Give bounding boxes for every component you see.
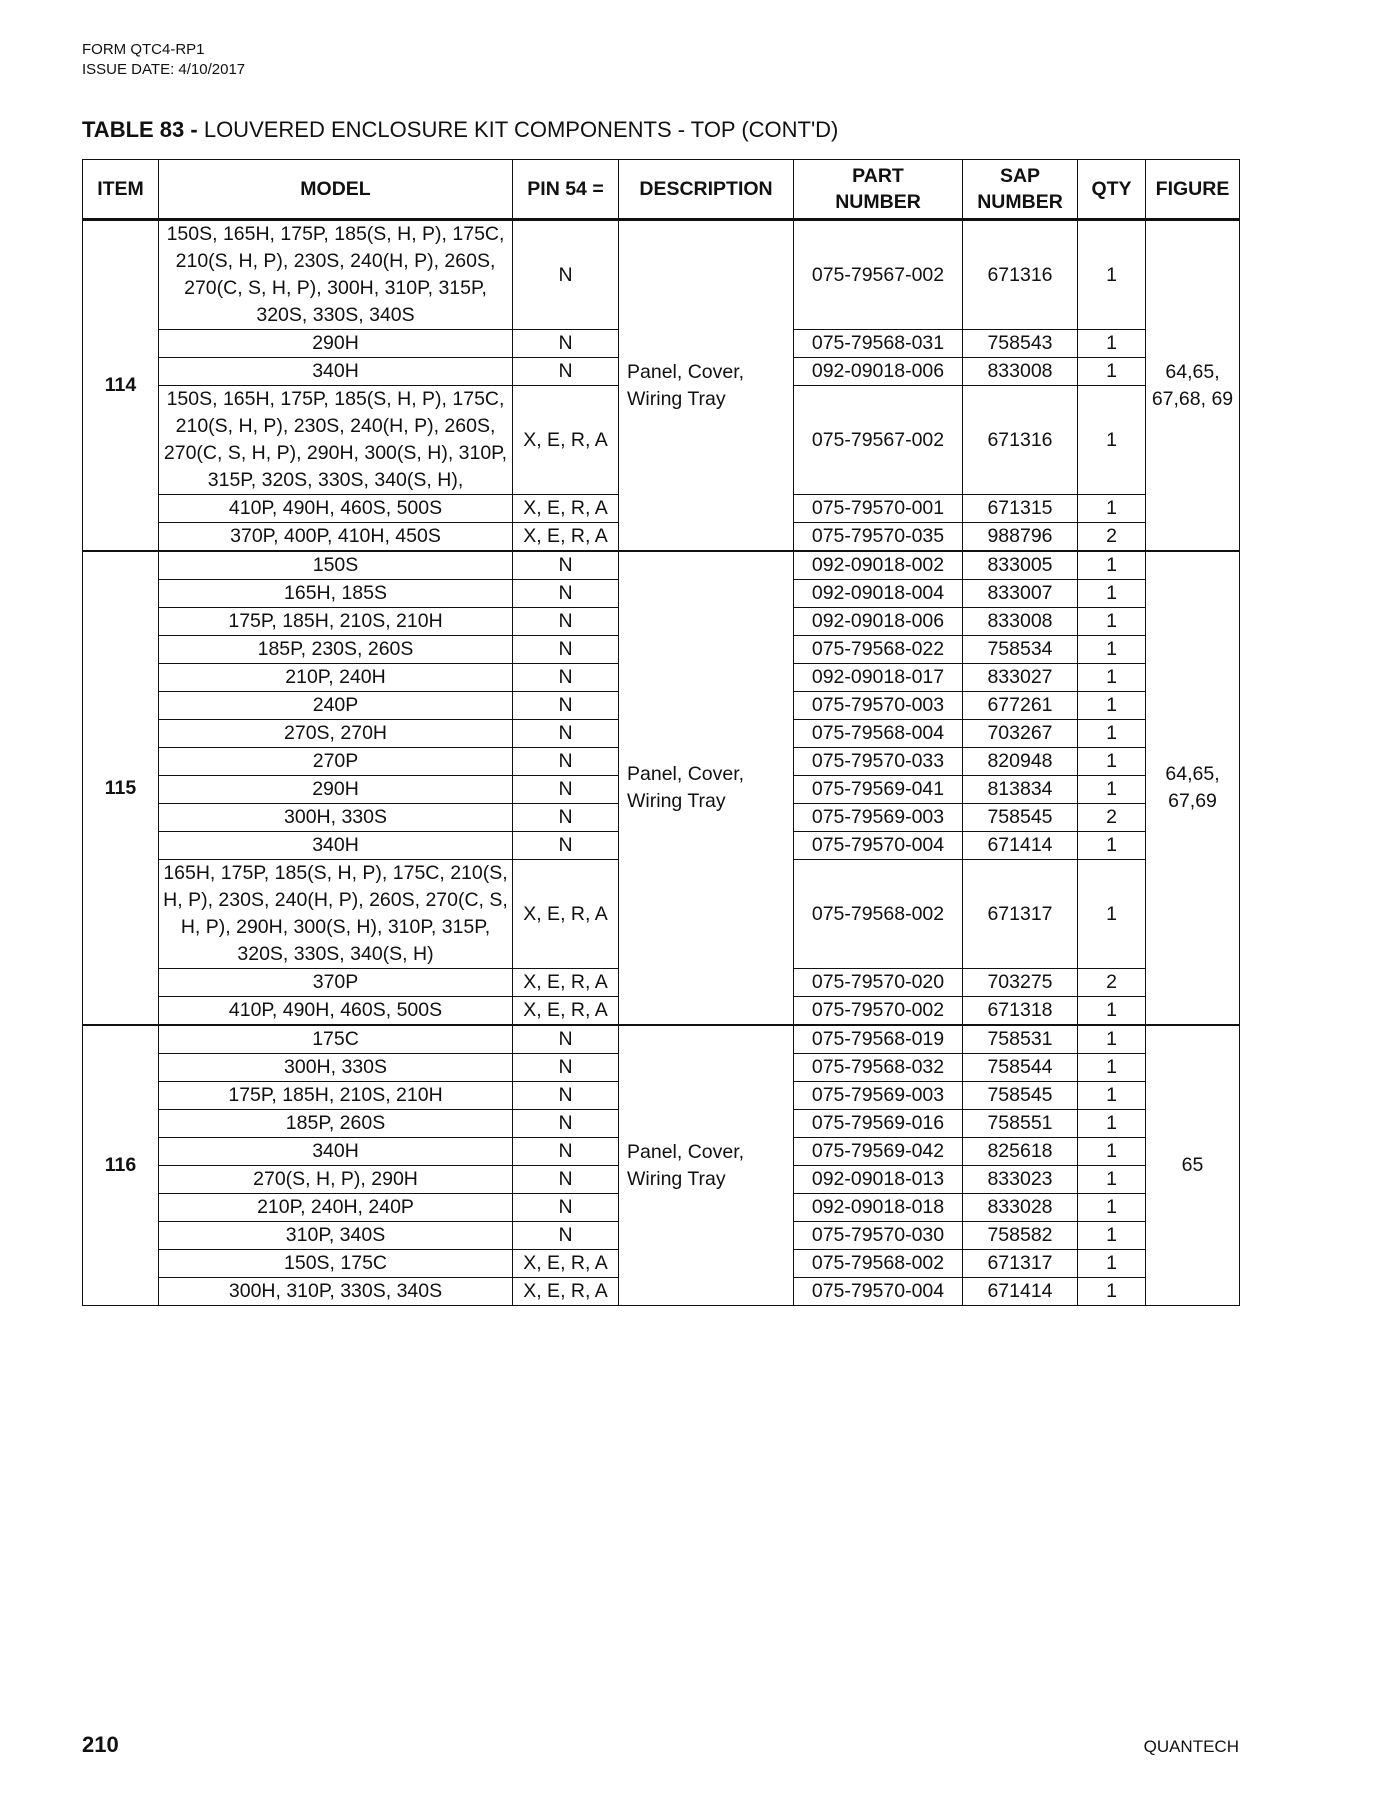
pin54-cell: N xyxy=(513,580,619,608)
qty-cell: 1 xyxy=(1078,997,1146,1026)
model-cell: 240P xyxy=(159,692,513,720)
sap-number-cell: 758543 xyxy=(963,330,1078,358)
pin54-cell: N xyxy=(513,608,619,636)
part-number-cell: 092-09018-017 xyxy=(794,664,963,692)
item-number: 116 xyxy=(83,1025,159,1306)
model-cell: 410P, 490H, 460S, 500S xyxy=(159,997,513,1026)
part-number-cell: 075-79568-002 xyxy=(794,1250,963,1278)
qty-cell: 1 xyxy=(1078,330,1146,358)
qty-cell: 1 xyxy=(1078,1222,1146,1250)
part-number-cell: 075-79568-002 xyxy=(794,860,963,969)
model-cell: 340H xyxy=(159,358,513,386)
col-item: ITEM xyxy=(83,160,159,220)
model-cell: 150S, 165H, 175P, 185(S, H, P), 175C, 210(S, H, P), 230S, 240(H, P), 260S, 270(C, S, H, P), 290H, 300(S, H), 310P, 315P, 320S, 330S, 340(S, H), xyxy=(159,386,513,495)
sap-number-cell: 671316 xyxy=(963,220,1078,330)
qty-cell: 1 xyxy=(1078,860,1146,969)
model-cell: 340H xyxy=(159,832,513,860)
sap-number-cell: 671317 xyxy=(963,860,1078,969)
qty-cell: 2 xyxy=(1078,804,1146,832)
sap-number-cell: 833008 xyxy=(963,358,1078,386)
col-figure: FIGURE xyxy=(1146,160,1240,220)
col-sap-number-line2: NUMBER xyxy=(977,191,1063,213)
model-cell: 185P, 260S xyxy=(159,1110,513,1138)
sap-number-cell: 825618 xyxy=(963,1138,1078,1166)
item-group-114 xyxy=(83,220,1240,552)
sap-number-cell: 758534 xyxy=(963,636,1078,664)
qty-cell: 1 xyxy=(1078,495,1146,523)
part-number-cell: 075-79569-041 xyxy=(794,776,963,804)
part-number-cell: 075-79568-022 xyxy=(794,636,963,664)
pin54-cell: N xyxy=(513,832,619,860)
sap-number-cell: 833027 xyxy=(963,664,1078,692)
model-cell: 300H, 330S xyxy=(159,804,513,832)
col-sap-number xyxy=(963,160,1078,220)
model-cell: 300H, 330S xyxy=(159,1054,513,1082)
pin54-cell: X, E, R, A xyxy=(513,523,619,552)
part-number-cell: 075-79570-020 xyxy=(794,969,963,997)
col-part-number-line1: PART xyxy=(852,165,904,187)
sap-number-cell: 758582 xyxy=(963,1222,1078,1250)
part-number-cell: 075-79570-030 xyxy=(794,1222,963,1250)
model-cell: 175C xyxy=(159,1025,513,1054)
part-number-cell: 075-79568-032 xyxy=(794,1054,963,1082)
col-qty: QTY xyxy=(1078,160,1146,220)
description-cell: Panel, Cover, Wiring Tray xyxy=(619,551,794,1025)
pin54-cell: N xyxy=(513,1138,619,1166)
pin54-cell: N xyxy=(513,1110,619,1138)
pin54-cell: N xyxy=(513,1025,619,1054)
sap-number-cell: 833008 xyxy=(963,608,1078,636)
model-cell: 150S, 165H, 175P, 185(S, H, P), 175C, 210(S, H, P), 230S, 240(H, P), 260S, 270(C, S, H, P), 300H, 310P, 315P, 320S, 330S, 340S xyxy=(159,220,513,330)
pin54-cell: N xyxy=(513,720,619,748)
model-cell: 290H xyxy=(159,776,513,804)
qty-cell: 1 xyxy=(1078,664,1146,692)
pin54-cell: N xyxy=(513,330,619,358)
qty-cell: 1 xyxy=(1078,358,1146,386)
form-id: FORM QTC4-RP1 xyxy=(82,41,205,58)
part-number-cell: 092-09018-006 xyxy=(794,358,963,386)
sap-number-cell: 758545 xyxy=(963,804,1078,832)
part-number-cell: 092-09018-018 xyxy=(794,1194,963,1222)
qty-cell: 2 xyxy=(1078,523,1146,552)
pin54-cell: N xyxy=(513,1054,619,1082)
model-cell: 185P, 230S, 260S xyxy=(159,636,513,664)
part-number-cell: 075-79570-004 xyxy=(794,1278,963,1306)
pin54-cell: X, E, R, A xyxy=(513,969,619,997)
table-row xyxy=(83,1025,1240,1054)
model-cell: 270P xyxy=(159,748,513,776)
sap-number-cell: 988796 xyxy=(963,523,1078,552)
sap-number-cell: 703267 xyxy=(963,720,1078,748)
model-cell: 210P, 240H xyxy=(159,664,513,692)
part-number-cell: 075-79568-004 xyxy=(794,720,963,748)
sap-number-cell: 671414 xyxy=(963,1278,1078,1306)
model-cell: 210P, 240H, 240P xyxy=(159,1194,513,1222)
col-sap-number-line1: SAP xyxy=(999,165,1041,187)
part-number-cell: 075-79570-004 xyxy=(794,832,963,860)
pin54-cell: N xyxy=(513,748,619,776)
part-number-cell: 075-79569-042 xyxy=(794,1138,963,1166)
model-cell: 310P, 340S xyxy=(159,1222,513,1250)
sap-number-cell: 677261 xyxy=(963,692,1078,720)
qty-cell: 1 xyxy=(1078,220,1146,330)
col-model: MODEL xyxy=(159,160,513,220)
sap-number-cell: 833028 xyxy=(963,1194,1078,1222)
table-row xyxy=(83,551,1240,580)
qty-cell: 1 xyxy=(1078,1054,1146,1082)
pin54-cell: N xyxy=(513,551,619,580)
qty-cell: 1 xyxy=(1078,608,1146,636)
pin54-cell: X, E, R, A xyxy=(513,495,619,523)
pin54-cell: X, E, R, A xyxy=(513,1278,619,1306)
sap-number-cell: 671318 xyxy=(963,997,1078,1026)
model-cell: 175P, 185H, 210S, 210H xyxy=(159,608,513,636)
qty-cell: 1 xyxy=(1078,636,1146,664)
part-number-cell: 092-09018-013 xyxy=(794,1166,963,1194)
form-header xyxy=(82,40,245,80)
pin54-cell: N xyxy=(513,636,619,664)
qty-cell: 1 xyxy=(1078,1278,1146,1306)
col-pin54: PIN 54 = xyxy=(513,160,619,220)
table-caption: LOUVERED ENCLOSURE KIT COMPONENTS - TOP (CONT'D) xyxy=(197,117,839,142)
part-number-cell: 075-79568-019 xyxy=(794,1025,963,1054)
table-title xyxy=(82,117,838,143)
sap-number-cell: 671315 xyxy=(963,495,1078,523)
pin54-cell: N xyxy=(513,220,619,330)
sap-number-cell: 671316 xyxy=(963,386,1078,495)
pin54-cell: N xyxy=(513,1222,619,1250)
model-cell: 150S, 175C xyxy=(159,1250,513,1278)
part-number-cell: 092-09018-006 xyxy=(794,608,963,636)
qty-cell: 1 xyxy=(1078,720,1146,748)
item-number: 115 xyxy=(83,551,159,1025)
table-row xyxy=(83,220,1240,330)
pin54-cell: N xyxy=(513,776,619,804)
qty-cell: 1 xyxy=(1078,776,1146,804)
sap-number-cell: 758551 xyxy=(963,1110,1078,1138)
figure-cell: 64,65, 67,68, 69 xyxy=(1146,220,1240,552)
model-cell: 410P, 490H, 460S, 500S xyxy=(159,495,513,523)
item-group-115 xyxy=(83,551,1240,1025)
col-part-number xyxy=(794,160,963,220)
qty-cell: 1 xyxy=(1078,692,1146,720)
model-cell: 270S, 270H xyxy=(159,720,513,748)
model-cell: 150S xyxy=(159,551,513,580)
figure-cell: 64,65, 67,69 xyxy=(1146,551,1240,1025)
part-number-cell: 075-79569-003 xyxy=(794,1082,963,1110)
part-number-cell: 075-79570-035 xyxy=(794,523,963,552)
part-number-cell: 075-79570-003 xyxy=(794,692,963,720)
pin54-cell: N xyxy=(513,358,619,386)
part-number-cell: 075-79570-033 xyxy=(794,748,963,776)
figure-cell: 65 xyxy=(1146,1025,1240,1306)
pin54-cell: N xyxy=(513,1194,619,1222)
pin54-cell: X, E, R, A xyxy=(513,997,619,1026)
part-number-cell: 075-79570-002 xyxy=(794,997,963,1026)
part-number-cell: 075-79567-002 xyxy=(794,386,963,495)
pin54-cell: N xyxy=(513,664,619,692)
part-number-cell: 075-79568-031 xyxy=(794,330,963,358)
qty-cell: 1 xyxy=(1078,1110,1146,1138)
part-number-cell: 075-79570-001 xyxy=(794,495,963,523)
sap-number-cell: 758544 xyxy=(963,1054,1078,1082)
qty-cell: 1 xyxy=(1078,386,1146,495)
part-number-cell: 075-79569-016 xyxy=(794,1110,963,1138)
sap-number-cell: 833007 xyxy=(963,580,1078,608)
qty-cell: 1 xyxy=(1078,748,1146,776)
qty-cell: 1 xyxy=(1078,551,1146,580)
sap-number-cell: 820948 xyxy=(963,748,1078,776)
table-number: TABLE 83 - xyxy=(82,117,198,142)
pin54-cell: X, E, R, A xyxy=(513,860,619,969)
col-part-number-line2: NUMBER xyxy=(835,191,921,213)
col-description: DESCRIPTION xyxy=(619,160,794,220)
item-group-116 xyxy=(83,1025,1240,1306)
pin54-cell: N xyxy=(513,692,619,720)
sap-number-cell: 671414 xyxy=(963,832,1078,860)
qty-cell: 1 xyxy=(1078,1025,1146,1054)
model-cell: 165H, 175P, 185(S, H, P), 175C, 210(S, H, P), 230S, 240(H, P), 260S, 270(C, S, H, P), 290H, 300(S, H), 310P, 315P, 320S, 330S, 340(S, H) xyxy=(159,860,513,969)
qty-cell: 1 xyxy=(1078,1082,1146,1110)
qty-cell: 1 xyxy=(1078,832,1146,860)
model-cell: 340H xyxy=(159,1138,513,1166)
qty-cell: 1 xyxy=(1078,580,1146,608)
pin54-cell: N xyxy=(513,804,619,832)
model-cell: 270(S, H, P), 290H xyxy=(159,1166,513,1194)
model-cell: 290H xyxy=(159,330,513,358)
part-number-cell: 075-79569-003 xyxy=(794,804,963,832)
qty-cell: 1 xyxy=(1078,1250,1146,1278)
description-cell: Panel, Cover, Wiring Tray xyxy=(619,1025,794,1306)
model-cell: 300H, 310P, 330S, 340S xyxy=(159,1278,513,1306)
sap-number-cell: 758531 xyxy=(963,1025,1078,1054)
part-number-cell: 092-09018-004 xyxy=(794,580,963,608)
pin54-cell: X, E, R, A xyxy=(513,386,619,495)
sap-number-cell: 813834 xyxy=(963,776,1078,804)
brand-name: QUANTECH xyxy=(1143,1737,1239,1756)
sap-number-cell: 833023 xyxy=(963,1166,1078,1194)
qty-cell: 1 xyxy=(1078,1166,1146,1194)
page-number: 210 xyxy=(82,1732,119,1757)
header-row xyxy=(83,160,1240,220)
sap-number-cell: 758545 xyxy=(963,1082,1078,1110)
pin54-cell: N xyxy=(513,1166,619,1194)
model-cell: 175P, 185H, 210S, 210H xyxy=(159,1082,513,1110)
pin54-cell: N xyxy=(513,1082,619,1110)
issue-date: ISSUE DATE: 4/10/2017 xyxy=(82,61,246,78)
model-cell: 370P, 400P, 410H, 450S xyxy=(159,523,513,552)
part-number-cell: 092-09018-002 xyxy=(794,551,963,580)
sap-number-cell: 833005 xyxy=(963,551,1078,580)
pin54-cell: X, E, R, A xyxy=(513,1250,619,1278)
qty-cell: 1 xyxy=(1078,1138,1146,1166)
item-number: 114 xyxy=(83,220,159,552)
part-number-cell: 075-79567-002 xyxy=(794,220,963,330)
sap-number-cell: 671317 xyxy=(963,1250,1078,1278)
sap-number-cell: 703275 xyxy=(963,969,1078,997)
model-cell: 165H, 185S xyxy=(159,580,513,608)
qty-cell: 2 xyxy=(1078,969,1146,997)
model-cell: 370P xyxy=(159,969,513,997)
description-cell: Panel, Cover, Wiring Tray xyxy=(619,220,794,552)
parts-table xyxy=(82,159,1240,1306)
qty-cell: 1 xyxy=(1078,1194,1146,1222)
